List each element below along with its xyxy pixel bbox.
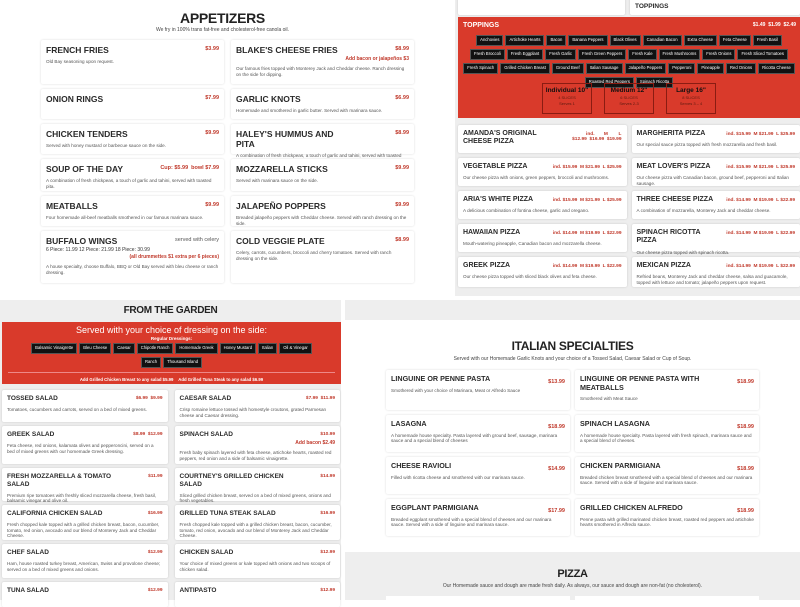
menu-item-card — [575, 499, 759, 536]
item-name: LINGUINE OR PENNE PASTA — [391, 375, 565, 384]
menu-item-card — [231, 231, 414, 283]
topping-chip: Fresh Onions — [702, 49, 735, 60]
item-name: EGGPLANT PARMIGIANA — [391, 504, 565, 513]
item-description: Our cheese pizza topped with spinach ricotta. — [637, 250, 796, 256]
item-description: A combination of fresh chickpeas, a touch of garlic and tahini, served with toasted — [236, 153, 409, 164]
item-description: A combination of mozzarella, Monterey Jack and cheddar cheese. — [637, 208, 796, 214]
item-price: ind. $14.99 M $19.99 L $22.99 — [553, 264, 622, 269]
topping-chip: Canadian Bacon — [643, 35, 682, 46]
item-price: $14.99 — [548, 466, 565, 472]
item-description: Smothered with Meat Sauce — [580, 396, 754, 402]
topping-chip: Fresh Mushrooms — [659, 49, 701, 60]
item-piece-prices: 6 Piece: 11.99 12 Piece: 21.99 18 Piece: 30.99 — [46, 247, 219, 253]
item-description: A combination of fresh chickpeas, a touch of garlic and tahini, served with toasted pita. — [46, 178, 219, 189]
size-option — [542, 83, 592, 114]
topping-chip: Italian Sausage — [586, 63, 623, 74]
menu-item-card — [175, 505, 341, 540]
menu-item-card — [575, 415, 759, 452]
italian-title: ITALIAN SPECIALTIES — [345, 339, 800, 353]
menu-item-card — [2, 426, 168, 464]
item-description: Fresh chopped kale topped with a grilled chicken breast, bacon, cucumber, tomato, red onion, avocado and our blend of Monterey Jack and Cheddar Cheese. — [7, 522, 163, 539]
item-description: Fresh baby spinach layered with feta cheese, artichoke hearts, roasted red peppers, red onion and a side of balsamic vinaigrette. — [180, 450, 336, 461]
dressing-chip: Honey Mustard — [220, 343, 256, 354]
item-price: $16.99 — [320, 511, 335, 516]
menu-item-card — [41, 159, 224, 191]
size-serves: Serves 3 – 4 — [667, 101, 715, 106]
item-extra: Add bacon or jalapeños $3 — [236, 56, 409, 62]
italian-grid — [386, 370, 759, 536]
menu-item-card — [41, 89, 224, 119]
item-extra: (all drummettes $1 extra per 6 pieces) — [46, 254, 219, 260]
toppings-card-name: TOPPINGS — [635, 3, 795, 11]
dressing-box — [2, 322, 341, 384]
dressing-list — [2, 341, 341, 369]
topping-chip: Pepperoni — [668, 63, 695, 74]
menu-item-card — [41, 231, 224, 283]
item-name: CHEF SALAD — [7, 549, 163, 557]
item-price: ind. $15.99 M $21.99 L $25.99 — [726, 165, 795, 170]
item-name: MEAT LOVER'S PIZZA — [637, 163, 796, 171]
topping-chip: Fresh Garlic — [545, 49, 576, 60]
menu-item-card — [2, 544, 168, 578]
item-name: CHICKEN TENDERS — [46, 129, 219, 139]
item-name: MOZZARELLA STICKS — [236, 164, 409, 174]
item-price: ind. $14.99 M $19.99 L $22.99 — [553, 231, 622, 236]
item-name: ANTIPASTO — [180, 587, 336, 595]
item-price: served with celery — [175, 237, 219, 243]
topping-chip: Fresh Spinach — [463, 63, 498, 74]
item-description: Penne pasta with grilled marinated chicken breast, roasted red peppers and artichoke hearts smothered in Alfredo sauce. — [580, 517, 754, 528]
item-description: Our cheese pizza with Canadian bacon, ground beef, pepperoni and Italian sausage. — [637, 175, 796, 186]
item-description: Served with marinara sauce on the side. — [236, 178, 409, 184]
menu-item-card — [175, 468, 341, 501]
item-description: Our special sauce pizza topped with fresh mozzarella and fresh basil. — [637, 142, 796, 148]
item-description: A house specialty, choose Buffalo, BBQ or Old Bay served with bleu cheese or ranch dressing. — [46, 264, 219, 275]
size-options — [458, 83, 800, 114]
item-description: Your choice of mixed greens or kale topped with onions and two scoops of chicken salad. — [180, 561, 336, 572]
item-name: SOUP OF THE DAY — [46, 164, 219, 174]
menu-item-card — [2, 390, 168, 422]
topping-chip: Fresh Basil — [753, 35, 782, 46]
item-price: $7.99 $11.99 — [306, 396, 335, 401]
item-price: $9.99 — [205, 130, 219, 136]
pizza-card-partial — [386, 596, 570, 606]
item-price: ind. M L $12.99 $16.99 $19.99 — [572, 132, 621, 142]
topping-chip: Bacon — [546, 35, 566, 46]
item-price: $8.99 $12.99 — [133, 432, 162, 437]
item-name: BUFFALO WINGS — [46, 236, 219, 246]
item-price: $10.99 — [320, 432, 335, 437]
item-name: MARGHERITA PIZZA — [637, 130, 796, 138]
item-name: TOSSED SALAD — [7, 395, 163, 403]
size-serves: Serves 1 — [543, 101, 591, 106]
item-description: Feta cheese, red onions, kalamata olives and pepperoncini, served on a bed of mixed greens with our homemade Greek dressing. — [7, 443, 163, 454]
pizza-card-partial — [575, 596, 759, 606]
menu-item-card — [632, 125, 800, 153]
item-price: $13.99 — [548, 379, 565, 385]
item-price: ind. $15.99 M $21.99 L $25.99 — [553, 198, 622, 203]
item-name: CALIFORNIA CHICKEN SALAD — [7, 510, 163, 518]
menu-item-card — [575, 457, 759, 494]
item-name: VEGETABLE PIZZA — [463, 163, 622, 171]
size-name: Large 16" — [667, 87, 715, 94]
item-description: A homemade house specialty. Pasta layered with ground beef, sausage, marinara sauce and a special blend of cheeses — [391, 433, 565, 444]
topping-chip: Black Olives — [610, 35, 641, 46]
item-name: FRENCH FRIES — [46, 45, 219, 55]
topping-chip: Extra Cheese — [684, 35, 717, 46]
item-name: GRILLED TUNA STEAK SALAD — [180, 510, 336, 518]
appetizers-panel — [0, 0, 445, 296]
topping-chip: Fresh Eggplant — [507, 49, 543, 60]
item-description: Breaded jalapeño peppers with Cheddar cheese. Served with ranch dressing on the side. — [236, 215, 409, 226]
item-name: GREEK SALAD — [7, 431, 163, 439]
item-name: LASAGNA — [391, 420, 565, 429]
topping-chip: Banana Peppers — [568, 35, 607, 46]
item-description: Four homemade all-beef meatballs smothered in our famous marinara sauce. — [46, 215, 219, 221]
item-price: $6.99 $9.99 — [136, 396, 163, 401]
menu-item-card — [632, 158, 800, 186]
menu-item-card — [386, 370, 570, 410]
item-name: SPINACH RICOTTA PIZZA — [637, 229, 796, 246]
menu-item-card — [175, 390, 341, 422]
size-slices: 6 SLICES — [605, 95, 653, 100]
item-name: CHICKEN SALAD — [180, 549, 336, 557]
menu-item-card — [175, 582, 341, 607]
addon-chicken: Add Grilled Chicken Breast to any salad $5.99 — [80, 377, 174, 382]
menu-item-card — [175, 544, 341, 578]
item-price: ind. $15.99 M $21.99 L $25.99 — [726, 132, 795, 137]
item-price: $12.99 — [320, 550, 335, 555]
item-name: ONION RINGS — [46, 94, 219, 104]
addons — [8, 372, 335, 382]
item-price: $8.99 — [395, 130, 409, 136]
item-price: ind. $14.99 M $19.99 L $22.99 — [726, 264, 795, 269]
menu-item-card — [41, 124, 224, 154]
item-name: HAWAIIAN PIZZA — [463, 229, 622, 237]
item-price: $3.99 — [205, 46, 219, 52]
dressing-chip: Bleu Cheese — [79, 343, 111, 354]
topping-chip: Roasted Red Peppers — [585, 77, 634, 88]
item-description: Ham, house roasted turkey breast, American, Swiss and provolone cheese; served on a bed of mixed greens and onions. — [7, 561, 163, 572]
item-name: HALEY'S HUMMUS AND PITA — [236, 129, 409, 149]
item-description: Refried beans, Monterey Jack and cheddar cheese, salsa and guacamole, topped with lettuce and tomato; jalapeño peppers upon request. — [637, 274, 796, 285]
appetizers-title: APPETIZERS — [0, 10, 445, 26]
item-description: A homemade house specialty. Pasta layered with fresh spinach, marinara sauce and a special blend of cheeses. — [580, 433, 754, 444]
dressing-chip: Thousand Island — [163, 357, 202, 368]
item-price: $18.99 — [737, 508, 754, 514]
item-price: ind. $15.99 M $21.99 L $25.99 — [553, 165, 622, 170]
item-description: Premium ripe tomatoes with freshly sliced mozzarella cheese, fresh basil, balsamic vinegar and olive oil. — [7, 493, 163, 504]
toppings-list — [460, 33, 798, 89]
garden-panel — [0, 300, 341, 600]
item-name: FRESH MOZZARELLA & TOMATO SALAD — [7, 473, 163, 489]
menu-item-card — [41, 40, 224, 84]
item-price: $18.99 — [737, 379, 754, 385]
menu-item-card — [231, 124, 414, 154]
toppings-card — [630, 0, 800, 15]
item-price: $9.99 — [395, 202, 409, 208]
italian-panel — [345, 300, 800, 600]
item-description: Crisp romaine lettuce tossed with homestyle croutons, grated Parmesan cheese and Caesar dressing. — [180, 407, 336, 418]
item-price: $12.99 — [148, 550, 163, 555]
appetizers-subtitle: We fry in 100% trans fat-free and cholesterol-free canola oil. — [0, 27, 445, 33]
item-price: $9.99 — [205, 202, 219, 208]
pizza-card-partial — [458, 0, 625, 15]
menu-item-card — [458, 125, 627, 153]
item-name: CAESAR SALAD — [180, 395, 336, 403]
topping-chip: Fresh Green Peppers — [578, 49, 626, 60]
item-price: $12.99 — [148, 588, 163, 593]
dressing-chip: Oil & Vinegar — [279, 343, 312, 354]
item-name: THREE CHEESE PIZZA — [637, 196, 796, 204]
item-name: JALAPEÑO POPPERS — [236, 201, 409, 211]
menu-item-card — [231, 40, 414, 84]
appetizers-grid — [41, 40, 414, 283]
item-name: GRILLED CHICKEN ALFREDO — [580, 504, 754, 513]
item-name: LINGUINE OR PENNE PASTA WITH MEATBALLS — [580, 375, 754, 392]
item-description: Fresh chopped kale topped with a grilled chicken breast, bacon, cucumber, tomato, red onion, avocado and our blend of Monterey Jack and Cheddar Cheese. — [180, 522, 336, 539]
toppings-box — [458, 17, 800, 118]
topping-chip: Spinach Ricotta — [636, 77, 673, 88]
item-name: COLD VEGGIE PLATE — [236, 236, 409, 246]
menu-item-card — [231, 196, 414, 226]
salads-grid — [2, 390, 340, 607]
item-description: Breaded chicken breast smothered with a special blend of cheeses and our marinara sauce. Served with a side of linguine and marinara sauce. — [580, 475, 754, 486]
item-name: BLAKE'S CHEESE FRIES — [236, 45, 409, 55]
item-price: $8.99 — [395, 237, 409, 243]
size-name: Medium 12" — [605, 87, 653, 94]
item-description: Our famous fries topped with Monterey Jack and Cheddar cheese. Ranch dressing on the side for dipping. — [236, 66, 409, 77]
menu-item-card — [632, 191, 800, 219]
size-serves: Serves 2-3 — [605, 101, 653, 106]
menu-item-card — [41, 196, 224, 226]
menu-item-card — [458, 257, 627, 287]
item-extra: Add bacon $2.49 — [180, 440, 336, 446]
toppings-title: TOPPINGS — [463, 22, 499, 29]
item-description: Homemade and smothered in garlic butter. Served with marinara sauce. — [236, 108, 409, 114]
pizza-grid — [458, 125, 800, 302]
item-price: $9.99 — [395, 165, 409, 171]
topping-chip: Jalapeño Peppers — [625, 63, 667, 74]
italian-subtitle: Served with our Homemade Garlic Knots and your choice of a Tossed Salad, Caesar Salad or Cup of Soup. — [345, 356, 800, 362]
pizza-section — [345, 552, 800, 600]
size-option — [604, 83, 654, 114]
item-price: ind. $14.99 M $19.99 L $22.99 — [726, 198, 795, 203]
menu-item-card — [458, 191, 627, 219]
item-name: MEATBALLS — [46, 201, 219, 211]
item-price: $8.99 — [395, 46, 409, 52]
menu-item-card — [2, 468, 168, 501]
item-price: $17.99 — [548, 508, 565, 514]
size-option — [666, 83, 716, 114]
size-slices: 8 SLICES — [667, 95, 715, 100]
item-name: CHEESE RAVIOLI — [391, 462, 565, 471]
item-description: Served with honey mustard or barbecue sauce on the side. — [46, 143, 219, 149]
item-price: $11.99 — [148, 474, 162, 479]
item-description: Mouth-watering pineapple, Canadian bacon and mozzarella cheese. — [463, 241, 622, 247]
regular-dressings-label: Regular Dressings: — [2, 336, 341, 341]
item-description: Our cheese pizza topped with sliced black olives and feta cheese. — [463, 274, 622, 280]
menu-item-card — [231, 159, 414, 191]
dressing-chip: Homemade Greek — [175, 343, 217, 354]
pizza-subtitle: Our Homemade sauce and dough are made fresh daily. As always, our sauce and dough are non-fat (no cholesterol). — [345, 583, 800, 589]
item-name: GREEK PIZZA — [463, 262, 622, 270]
menu-item-card — [632, 257, 800, 287]
item-price: ind. $14.99 M $19.99 L $22.99 — [726, 231, 795, 236]
menu-item-card — [2, 582, 168, 607]
dressing-chip: Italian — [258, 343, 277, 354]
item-description: Sliced grilled chicken breast, served on a bed of mixed greens, onions and fresh vegetables. — [180, 493, 336, 504]
item-price: $7.99 — [205, 95, 219, 101]
topping-chip: Fresh Broccoli — [470, 49, 505, 60]
toppings-prices: $1.49 $1.99 $2.49 — [753, 22, 796, 28]
menu-item-card — [458, 224, 627, 252]
topping-chip: Fresh Sliced Tomatoes — [737, 49, 788, 60]
item-price: $6.99 — [395, 95, 409, 101]
item-description: Old Bay seasoning upon request. — [46, 59, 219, 65]
topping-chip: Grilled Chicken Breast — [500, 63, 550, 74]
dressing-chip: Ranch — [141, 357, 161, 368]
pizza-menu-panel — [455, 0, 800, 296]
menu-item-card — [386, 415, 570, 452]
addon-tuna: Add Grilled Tuna Steak to any salad $6.99 — [178, 377, 263, 382]
item-description: Tomatoes, cucumbers and carrots, served on a bed of mixed greens. — [7, 407, 163, 413]
item-name: GARLIC KNOTS — [236, 94, 409, 104]
topping-chip: Fresh Kale — [628, 49, 656, 60]
menu-item-card — [632, 224, 800, 252]
menu-item-card — [2, 505, 168, 540]
menu-item-card — [458, 158, 627, 186]
section-divider — [345, 300, 800, 320]
item-price: $14.99 — [320, 474, 335, 479]
menu-item-card — [231, 89, 414, 119]
size-name: Individual 10" — [543, 87, 591, 94]
topping-chip: Anchovies — [476, 35, 503, 46]
item-description: Smothered with your choice of Marinara, Meat or Alfredo Sauce — [391, 388, 565, 394]
dressing-chip: Balsamic Vinaigrette — [31, 343, 77, 354]
topping-chip: Ricotta Cheese — [758, 63, 795, 74]
item-description: Filled with ricotta cheese and smothered with our marinara sauce. — [391, 475, 565, 481]
menu-item-card — [386, 499, 570, 536]
dressing-heading: Served with your choice of dressing on the side: — [2, 325, 341, 335]
item-price: $12.99 — [320, 588, 335, 593]
dressing-chip: Chipotle Ranch — [137, 343, 174, 354]
topping-chip: Red Onions — [726, 63, 756, 74]
item-description: Celery, carrots, cucumbers, broccoli and cherry tomatoes. Served with ranch dressing on the side. — [236, 250, 409, 261]
size-slices: 4 SLICES — [543, 95, 591, 100]
topping-chip: Feta Cheese — [719, 35, 751, 46]
item-name: SPINACH SALAD — [180, 431, 336, 439]
item-description: A delicious combination of fontina cheese, garlic and oregano. — [463, 208, 622, 214]
topping-chip: Ground Beef — [552, 63, 584, 74]
menu-item-card — [386, 457, 570, 494]
menu-item-card — [175, 426, 341, 464]
item-name: AMANDA'S ORIGINAL CHEESE PIZZA — [463, 130, 622, 147]
item-description: Our cheese pizza with onions, green peppers, broccoli and mushrooms. — [463, 175, 622, 181]
item-price: $18.99 — [548, 424, 565, 430]
item-price: $18.99 — [737, 466, 754, 472]
dressing-chip: Caesar — [113, 343, 135, 354]
item-name: COURTNEY'S GRILLED CHICKEN SALAD — [180, 473, 336, 489]
garden-title: FROM THE GARDEN — [0, 305, 341, 316]
pizza-title: PIZZA — [345, 568, 800, 580]
item-description: Breaded eggplant smothered with a special blend of cheeses and our marinara sauce. Served with a side of linguine and marinara sauce. — [391, 517, 565, 528]
item-name: SPINACH LASAGNA — [580, 420, 754, 429]
item-price: Cup: $5.99 bowl $7.99 — [160, 165, 219, 171]
item-name: TUNA SALAD — [7, 587, 163, 595]
topping-chip: Artichoke Hearts — [505, 35, 544, 46]
item-name: MEXICAN PIZZA — [637, 262, 796, 270]
item-name: ARIA'S WHITE PIZZA — [463, 196, 622, 204]
topping-chip: Pineapple — [697, 63, 724, 74]
item-price: $18.99 — [737, 424, 754, 430]
item-name: CHICKEN PARMIGIANA — [580, 462, 754, 471]
menu-item-card — [575, 370, 759, 410]
item-price: $16.99 — [148, 511, 163, 516]
